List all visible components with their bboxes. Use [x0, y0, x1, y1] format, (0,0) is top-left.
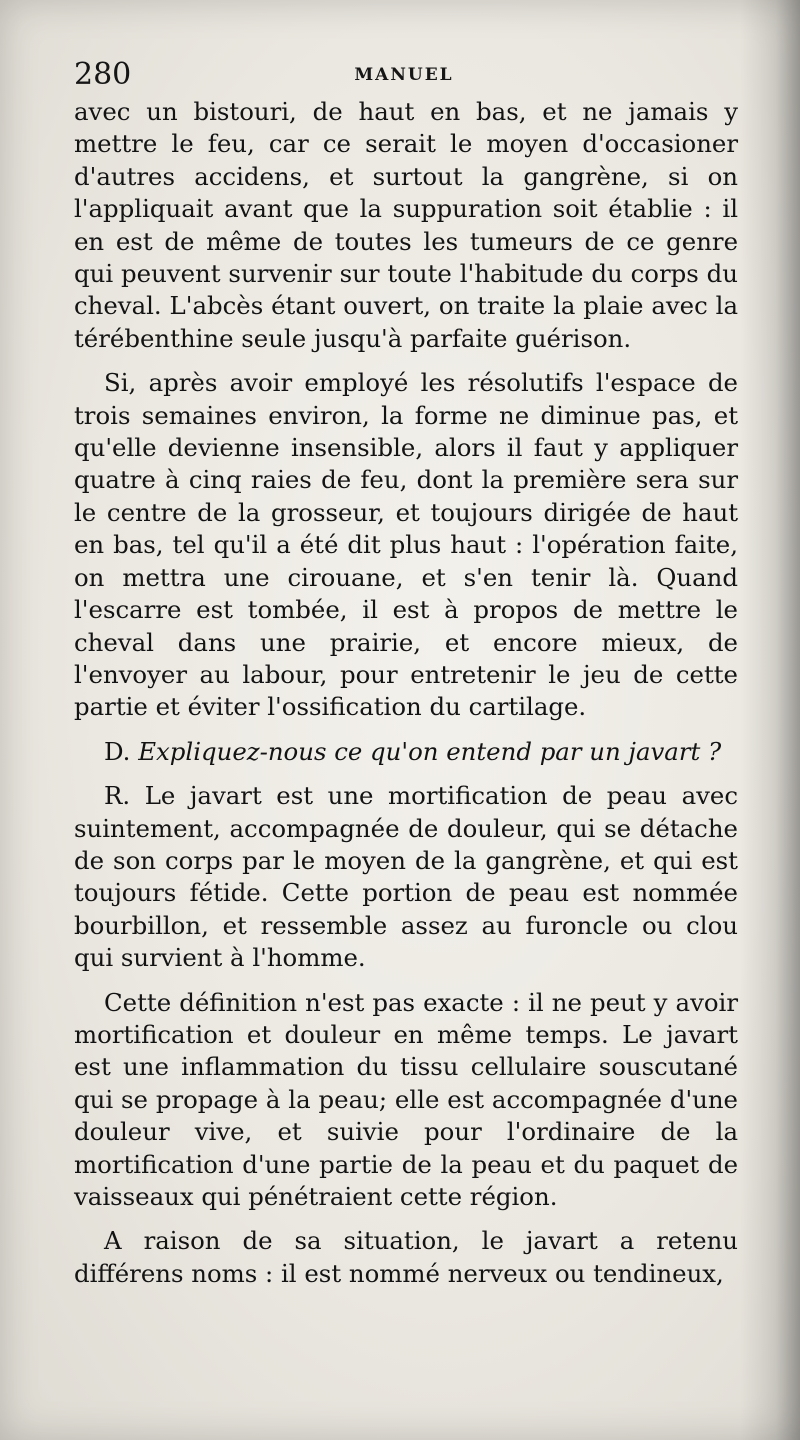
page-header: [74, 55, 734, 95]
question-paragraph: [74, 736, 738, 768]
paragraph-text: avec un bistouri, de haut en bas, et ne jamais y mettre le feu, car ce serait le moyen d'occasioner d'autres accidens, et surtout la gangrène, si on l'appliquait avant que la suppuration soit établie : il en est de même de toutes les tumeurs de ce genre qui peuvent survenir sur toute l'habitude du corps du cheval. L'abcès étant ouvert, on traite la plaie avec la térébenthine seule jusqu'à parfaite guérison.: [74, 97, 738, 353]
paragraph: [74, 1225, 738, 1290]
paragraph: [74, 367, 738, 723]
paragraph-text: Cette définition n'est pas exacte : il ne peut y avoir mortification et douleur en même temps. Le javart est une inflammation du tissu cellulaire souscutané qui se propage à la peau; elle est accompagnée d'une douleur vive, et suivie pour l'ordinaire de la mortification d'une partie de la peau et du paquet de vaisseaux qui pénétraient cette région.: [74, 987, 738, 1211]
question-text: Expliquez-nous ce qu'on entend par un javart ?: [138, 736, 722, 766]
body-text: [74, 96, 738, 1302]
page-number: 280: [74, 57, 132, 92]
paragraph-text: A raison de sa situation, le javart a retenu différens noms : il est nommé nerveux ou tendineux,: [74, 1226, 738, 1288]
answer-text: Le javart est une mortification de peau avec suintement, accompagnée de douleur, qui se détache de son corps par le moyen de la gangrène, et qui est toujours fétide. Cette portion de peau est nommée bourbillon, et ressemble assez au furoncle ou clou qui survient à l'homme.: [74, 781, 738, 973]
question-label: D.: [104, 736, 131, 766]
paragraph: [74, 987, 738, 1214]
paragraph-continuation: [74, 96, 738, 355]
paragraph-text: Si, après avoir employé les résolutifs l'espace de trois semaines environ, la forme ne diminue pas, et qu'elle devienne insensible, alors il faut y appliquer quatre à cinq raies de feu, dont la première sera sur le centre de la grosseur, et toujours dirigée de haut en bas, tel qu'il a été dit plus haut : l'opération faite, on mettra une cirouane, et s'en tenir là. Quand l'escarre est tombée, il est à propos de mettre le cheval dans une prairie, et encore mieux, de l'envoyer au labour, pour entretenir le jeu de cette partie et éviter l'ossification du cartilage.: [74, 368, 738, 722]
running-head: MANUEL: [354, 65, 454, 85]
answer-paragraph: [74, 780, 738, 974]
answer-label: R.: [104, 781, 131, 811]
